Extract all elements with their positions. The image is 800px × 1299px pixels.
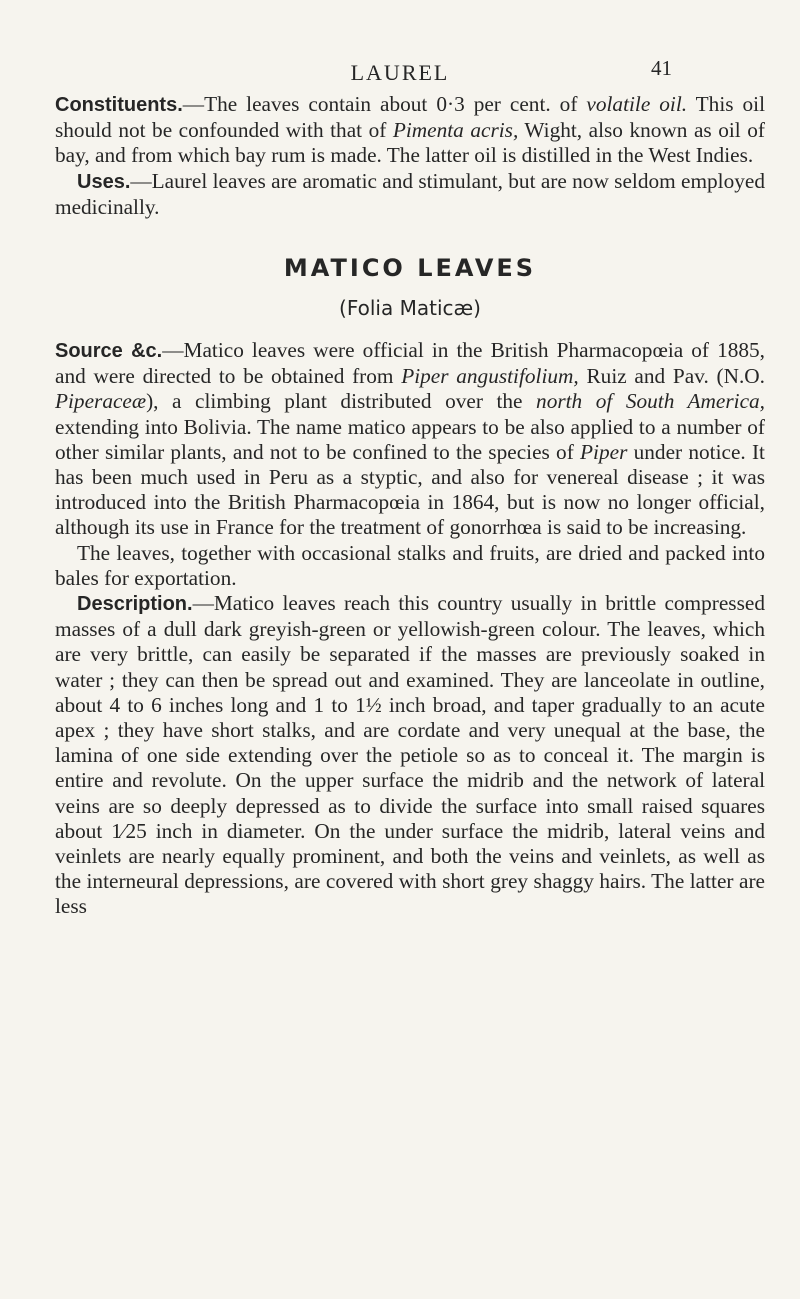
section-subtitle: (Folia Maticæ) (339, 296, 481, 321)
region-name: north of South America, (536, 389, 766, 414)
source-heading: Source &c. (55, 340, 163, 363)
species-name: Pimenta acris, (392, 118, 519, 143)
source-paragraph: Source &c.—Matico leaves were official in the British Pharmacopœia of 1885, and were directed to be obtained from Piper angustifolium, Ruiz and Pav. (N.O. Piperaceæ), a climbing plant distributed over the north of South America, extending into Bolivia. The name matico appears to be also applied to a number of other similar plants, and not to be confined to the species of Piper under notice. It has been much used in Peru as a styptic, and also for venereal disease ; it was introduced into the British Pharmacopœia in 1864, but is now no longer official, although its use in France for the treatment of gonorrhœa is said to be increasing. (55, 338, 766, 540)
description-paragraph: Description.—Matico leaves reach this country usually in brittle compressed masses of a dull dark greyish-green or yellowish-green colour. The leaves, which are very brittle, can easily be separated if the masses are previously soaked in water ; they can then be spread out and examined. They are lanceolate in outline, about 4 to 6 inches long and 1 to 1½ inch broad, and taper gradually to an acute apex ; they have short stalks, and are cordate and very unequal at the base, the lamina of one side extending over the petiole so as to conceal it. The margin is entire and revolute. On the upper surface the midrib and the network of lateral veins are so deeply depressed as to divide the surface into small raised squares about 1⁄25 inch in diameter. On the under surface the midrib, lateral veins and veinlets are nearly equally prominent, and both the veins and veinlets, as well as the interneural depressions, are covered with short grey shaggy hairs. The latter are less (55, 591, 765, 919)
constituents-paragraph: Constituents.—The leaves contain about 0·3 per cent. of volatile oil. This oil should not be confounded with that of Pimenta acris, Wight, also known as oil of bay, and from which bay rum is made. The latter oil is distilled in the West Indies. (55, 92, 766, 168)
description-heading: Description. (77, 593, 193, 616)
genus-name: Piper (580, 439, 628, 464)
uses-paragraph: Uses.—Laurel leaves are aromatic and stimulant, but are now seldom employed medicinally. (55, 168, 765, 219)
fraction: 1⁄25 (111, 818, 147, 843)
running-title: LAUREL (350, 60, 450, 85)
family-name: Piperaceæ (55, 389, 147, 414)
species-name: Piper angustifolium, (401, 364, 579, 389)
page-body (55, 92, 765, 920)
volatile-oil-term: volatile oil. (586, 92, 688, 116)
constituents-heading: Constituents. (55, 94, 183, 116)
uses-heading: Uses. (77, 170, 131, 193)
section-title: MATICO LEAVES (283, 254, 537, 283)
trade-paragraph: The leaves, together with occasional stalks and fruits, are dried and packed into bales for exportation. (55, 540, 765, 590)
page-number: 41 (651, 56, 672, 80)
